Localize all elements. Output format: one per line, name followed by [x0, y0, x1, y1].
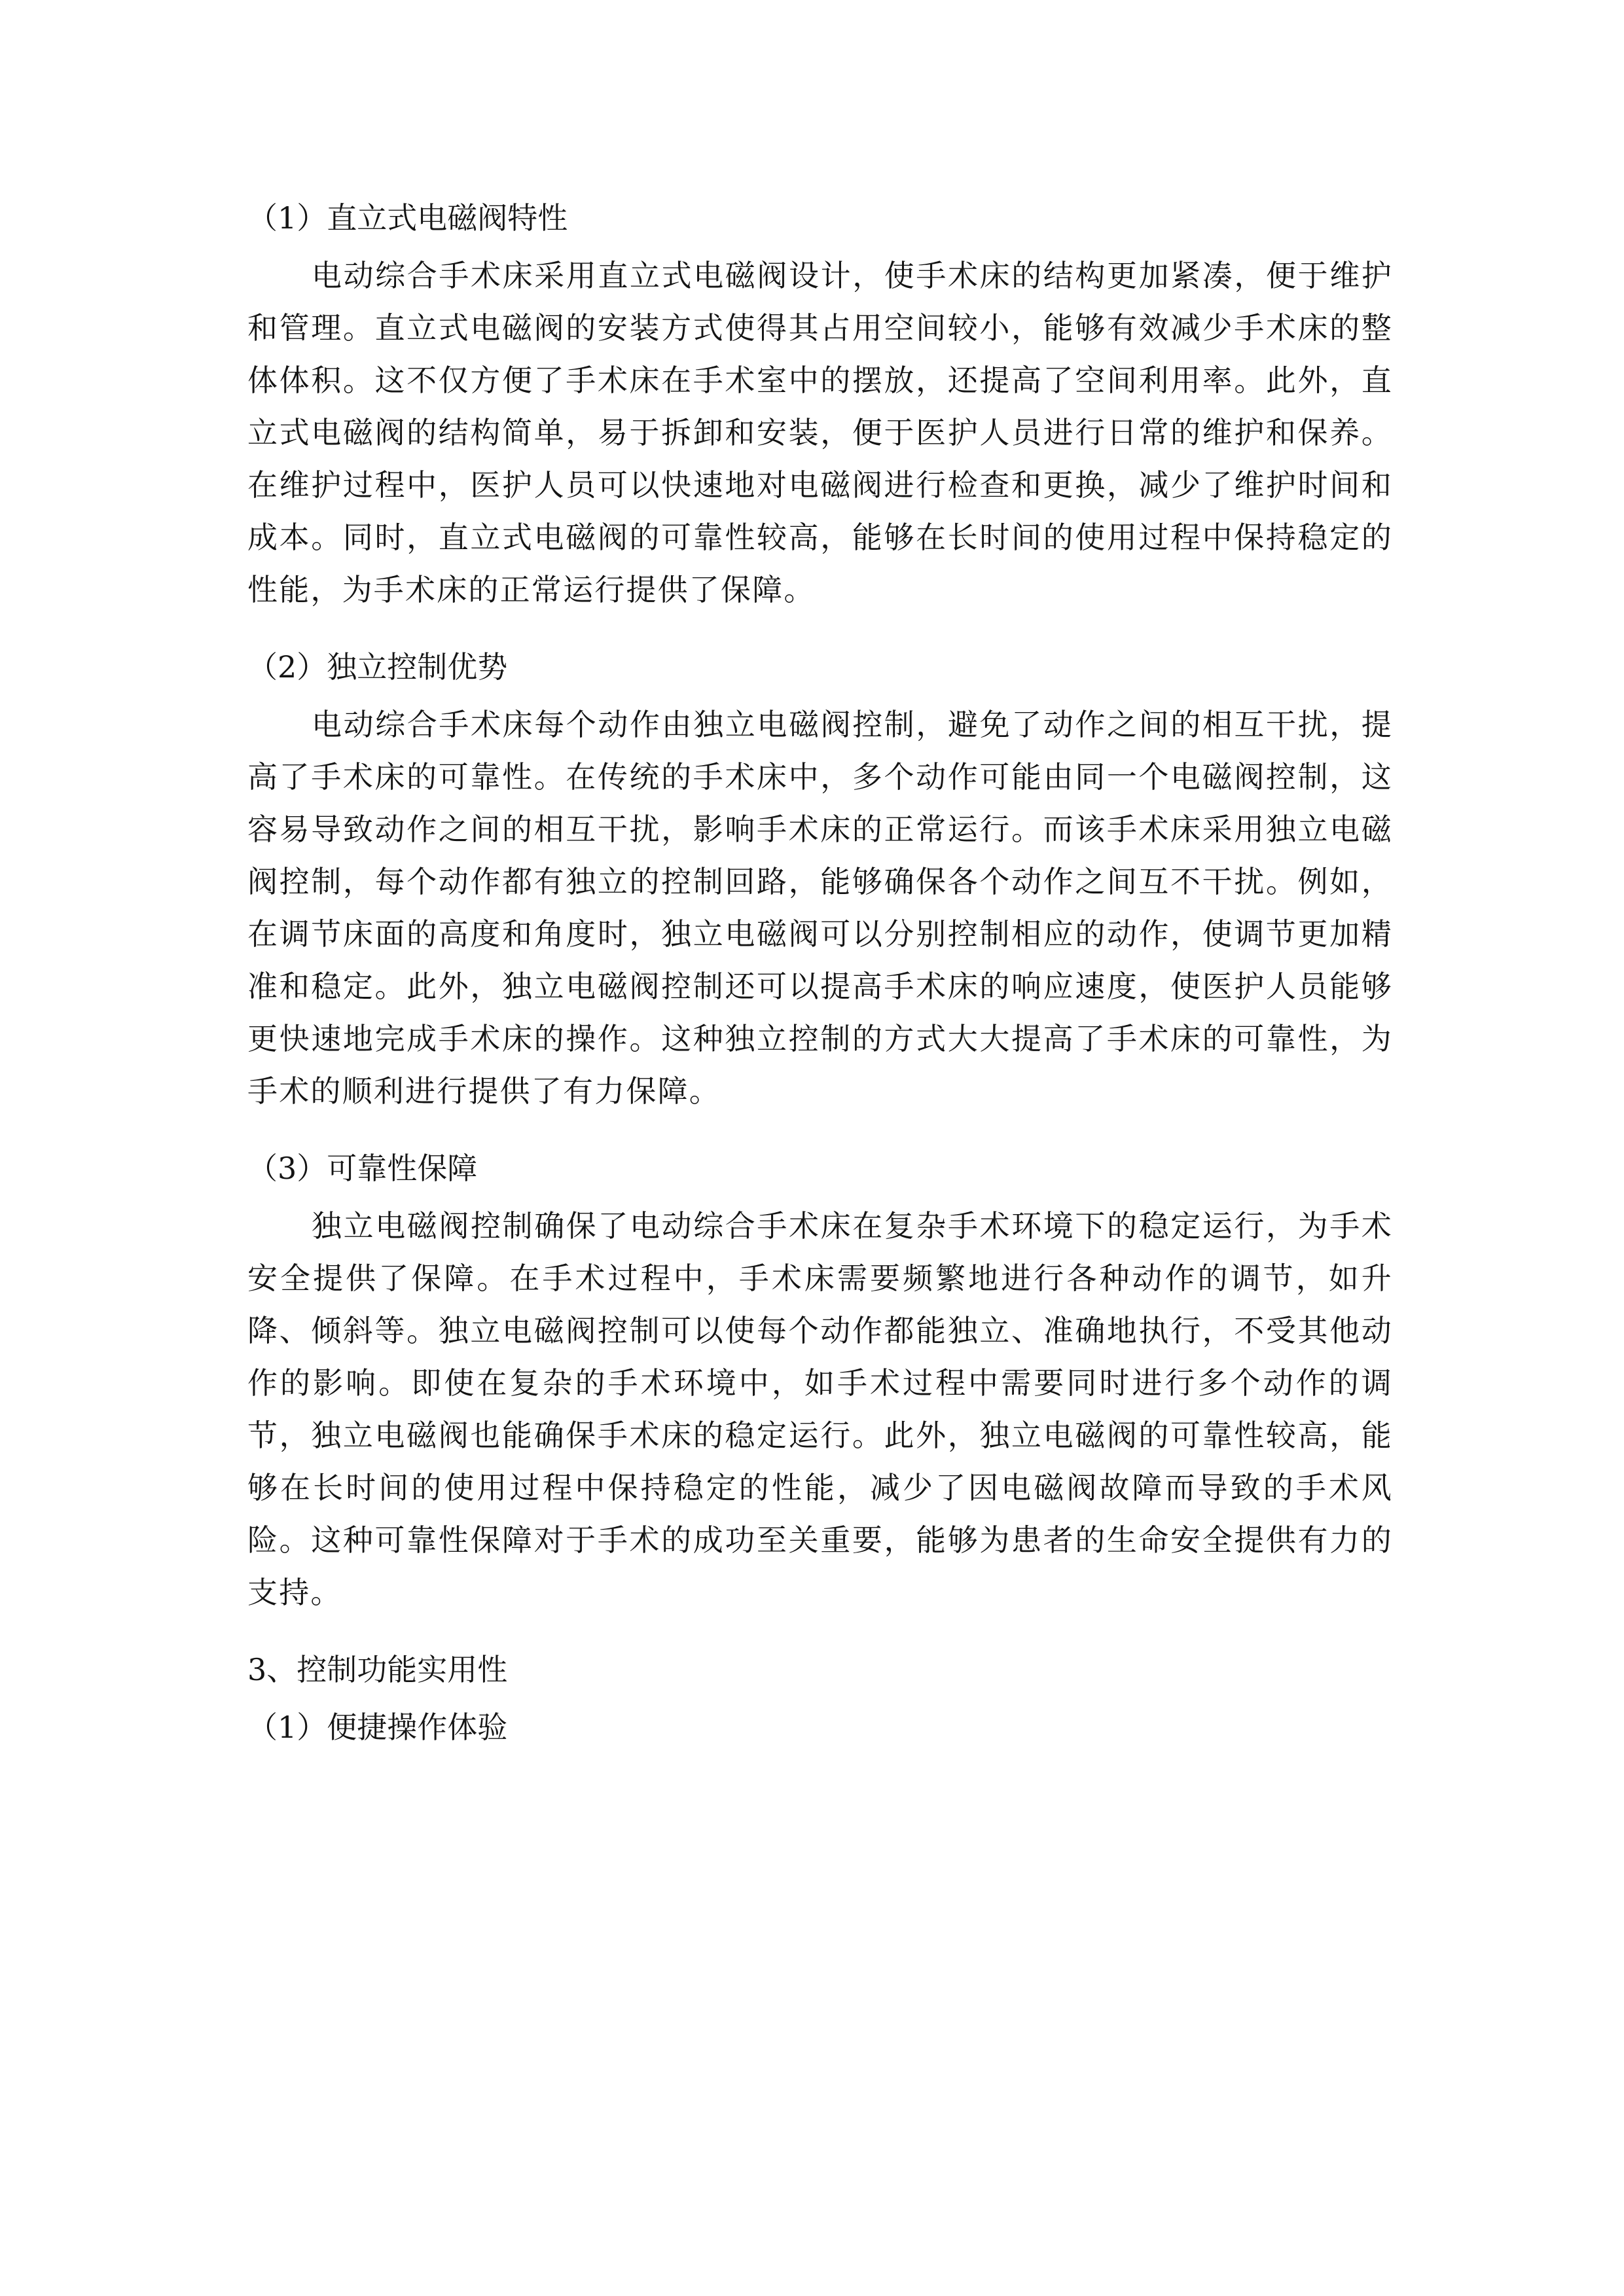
document-body [247, 192, 1393, 1759]
section-heading-control-practicality: 3、控制功能实用性 [247, 1652, 508, 1687]
paragraph-independent-control: 电动综合手术床每个动作由独立电磁阀控制，避免了动作之间的相互干扰，提高了手术床的可靠性。在传统的手术床中，多个动作可能由同一个电磁阀控制，这容易导致动作之间的相互干扰，影响手术床的正常运行。而该手术床采用独立电磁阀控制，每个动作都有独立的控制回路，能够确保各个动作之间互不干扰。例如，在调节床面的高度和角度时，独立电磁阀可以分别控制相应的动作，使调节更加精准和稳定。此外，独立电磁阀控制还可以提高手术床的响应速度，使医护人员能够更快速地完成手术床的操作。这种独立控制的方式大大提高了手术床的可靠性，为手术的顺利进行提供了有力保障。 [247, 707, 1393, 1109]
paragraph-reliability: 独立电磁阀控制确保了电动综合手术床在复杂手术环境下的稳定运行，为手术安全提供了保障。在手术过程中，手术床需要频繁地进行各种动作的调节，如升降、倾斜等。独立电磁阀控制可以使每个动作都能独立、准确地执行，不受其他动作的影响。即使在复杂的手术环境中，如手术过程中需要同时进行多个动作的调节，独立电磁阀也能确保手术床的稳定运行。此外，独立电磁阀的可靠性较高，能够在长时间的使用过程中保持稳定的性能，减少了因电磁阀故障而导致的手术风险。这种可靠性保障对于手术的成功至关重要，能够为患者的生命安全提供有力的支持。 [247, 1208, 1393, 1610]
subheading-independent-control: （2）独立控制优势 [247, 649, 508, 685]
subheading-reliability: （3）可靠性保障 [247, 1151, 478, 1186]
subheading-convenient-operation: （1）便捷操作体验 [247, 1710, 508, 1745]
subheading-vertical-solenoid-valve: （1）直立式电磁阀特性 [247, 200, 568, 236]
paragraph-vertical-solenoid-valve: 电动综合手术床采用直立式电磁阀设计，使手术床的结构更加紧凑，便于维护和管理。直立式电磁阀的安装方式使得其占用空间较小，能够有效减少手术床的整体体积。这不仅方便了手术床在手术室中的摆放，还提高了空间利用率。此外，直立式电磁阀的结构简单，易于拆卸和安装，便于医护人员进行日常的维护和保养。在维护过程中，医护人员可以快速地对电磁阀进行检查和更换，减少了维护时间和成本。同时，直立式电磁阀的可靠性较高，能够在长时间的使用过程中保持稳定的性能，为手术床的正常运行提供了保障。 [247, 258, 1393, 607]
